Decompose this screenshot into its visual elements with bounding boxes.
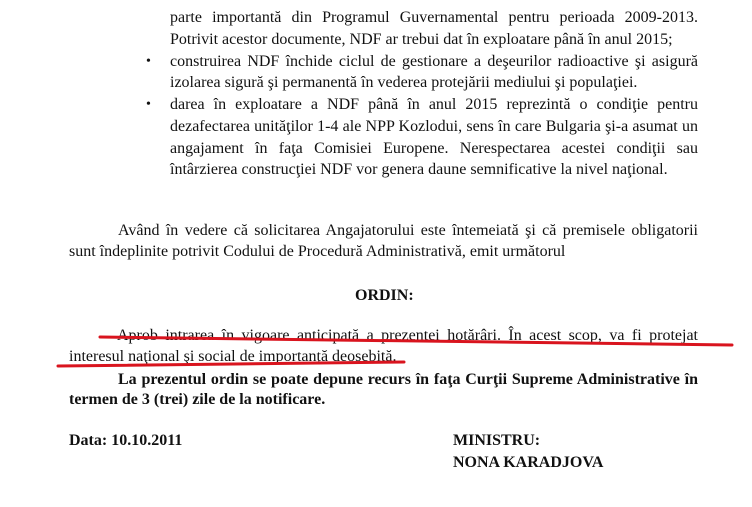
bullet-1-line-2: Potrivit acestor documente, NDF ar trebui dat în exploatare până în anul 2015;	[170, 31, 673, 48]
appeal-line-2: termen de 3 (trei) zile de la notificare.	[69, 391, 326, 408]
considering-line-2: sunt îndeplinite potrivit Codului de Procedură Administrativă, emit următorul	[69, 243, 566, 260]
signatory-name: NONA KARADJOVA	[453, 454, 604, 471]
bullet-3-line-4: întârzierea construcţiei NDF vor genera daune semnificative la nivel naţional.	[170, 161, 668, 178]
order-heading: ORDIN:	[355, 287, 414, 304]
bullet-3-line-2: dezafectarea unităţilor 1-4 ale NPP Kozlodui, sens în care Bulgaria şi-a asumat un	[170, 118, 698, 135]
order-line-1: Aprob intrarea în vigoare anticipată a prezentei hotărâri. În acest scop, va fi protejat	[117, 327, 698, 344]
bullet-2-line-2: izolarea sigură şi permanentă în vederea protejării mediului şi populaţiei.	[170, 74, 638, 91]
bullet-3-line-1: darea în exploatare a NDF până în anul 2015 reprezintă o condiţie pentru	[170, 96, 698, 113]
considering-line-1: Având în vedere că solicitarea Angajatorului este întemeiată şi că premisele obligatorii	[118, 222, 698, 239]
appeal-line-1: La prezentul ordin se poate depune recurs în faţa Curţii Supreme Administrative în	[118, 371, 698, 388]
order-line-2: interesul naţional şi social de importanţă deosebită.	[69, 348, 397, 365]
bullet-dot-icon: •	[146, 97, 151, 112]
bullet-1-line-1: parte importantă din Programul Guvernamental pentru perioada 2009-2013.	[170, 9, 698, 26]
document-date: Data: 10.10.2011	[69, 432, 183, 449]
bullet-2-line-1: construirea NDF închide ciclul de gestionare a deşeurilor radioactive şi asigură	[170, 53, 698, 70]
bullet-dot-icon: •	[146, 54, 151, 69]
bullet-3-line-3: angajament în faţa Comisiei Europene. Nerespectarea acestei condiţii sau	[170, 140, 698, 157]
signatory-title: MINISTRU:	[453, 432, 541, 449]
